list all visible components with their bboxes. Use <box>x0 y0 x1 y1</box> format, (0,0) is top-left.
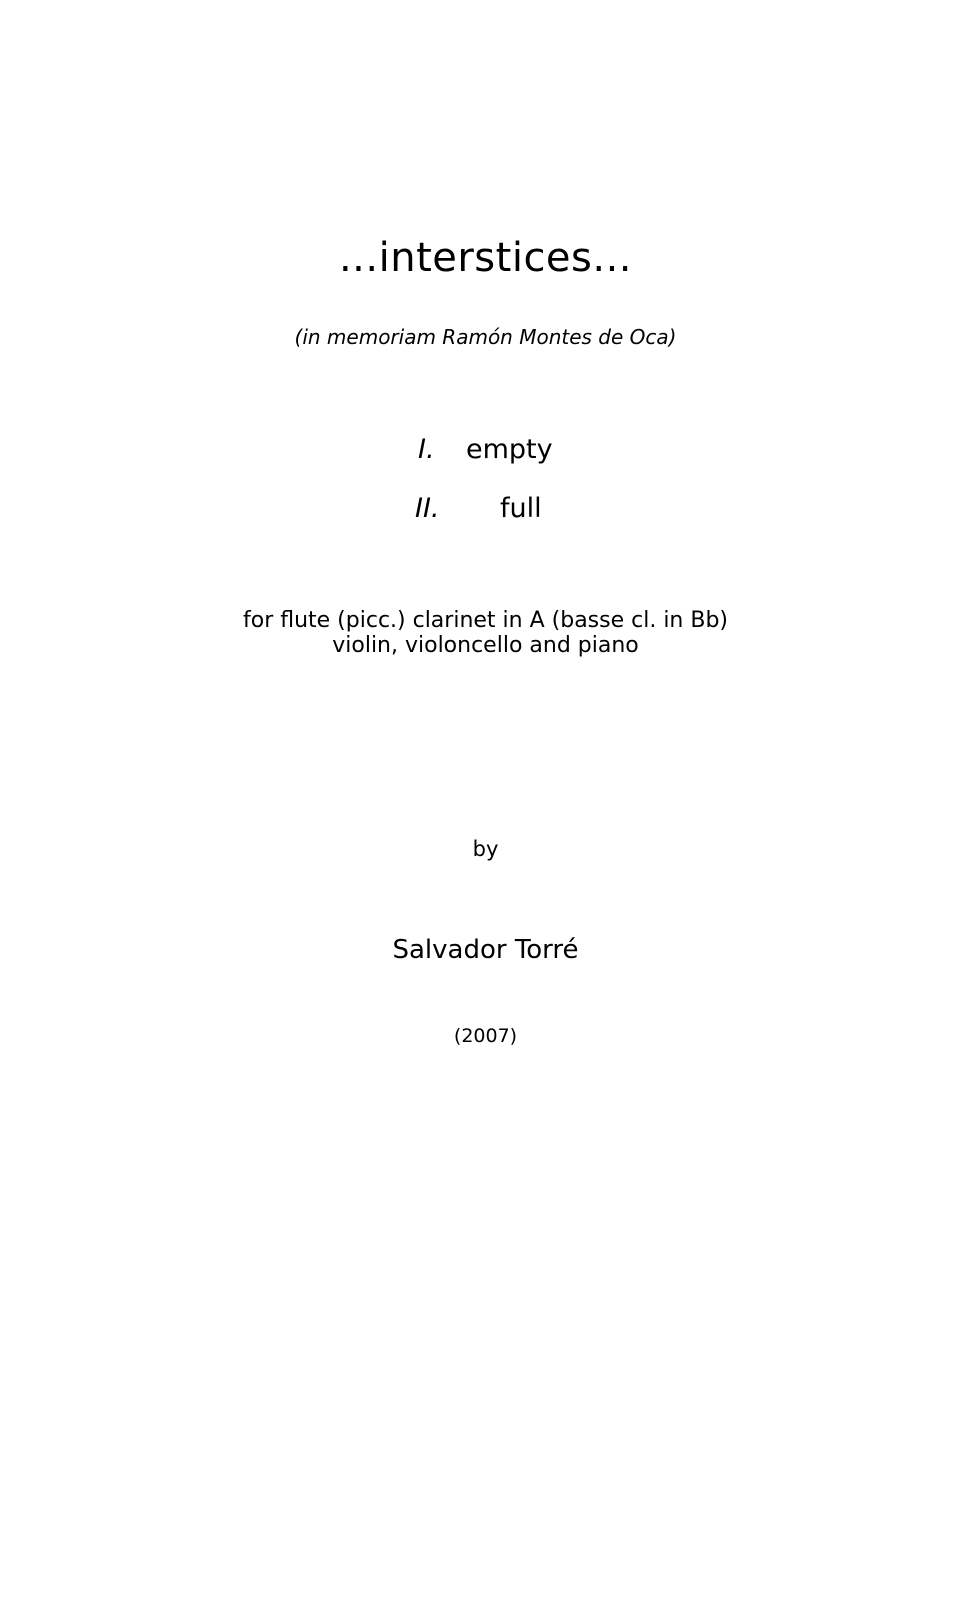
movement-name: full <box>500 493 542 524</box>
composition-year: (2007) <box>453 1025 518 1047</box>
composer-name: Salvador Torré <box>392 935 579 965</box>
by-label: by <box>472 837 499 861</box>
movement-numeral: II. <box>415 493 440 524</box>
movement-item <box>0 493 971 525</box>
score-title: ...interstices... <box>338 235 633 281</box>
movement-numeral: I. <box>418 434 435 465</box>
instrumentation-line: violin, violoncello and piano <box>332 633 639 658</box>
movement-name: empty <box>466 434 553 465</box>
dedication: (in memoriam Ramón Montes de Oca) <box>294 325 677 349</box>
instrumentation-line: for flute (picc.) clarinet in A (basse cl. in Bb) <box>242 608 729 633</box>
movement-item <box>0 434 971 466</box>
